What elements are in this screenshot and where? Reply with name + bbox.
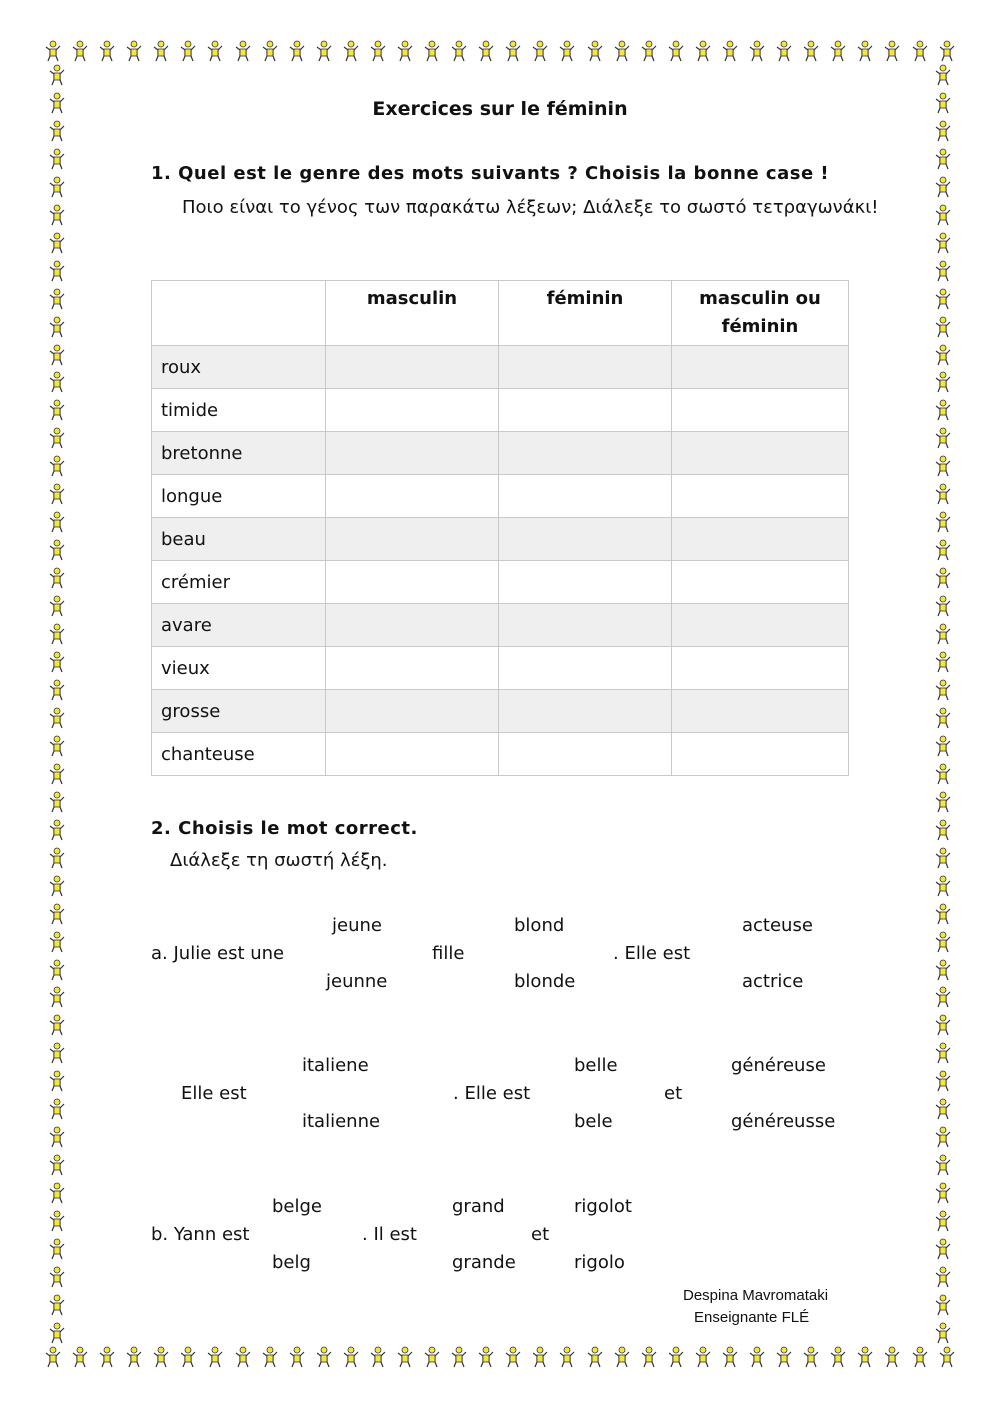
cartoon-figure-icon bbox=[934, 1322, 952, 1344]
cartoon-figure-icon bbox=[667, 40, 685, 62]
cartoon-figure-icon bbox=[934, 903, 952, 925]
exercise2-heading: 2. Choisis le mot correct. bbox=[151, 818, 418, 839]
cartoon-figure-icon bbox=[342, 1346, 360, 1368]
table-row bbox=[152, 733, 849, 776]
cartoon-figure-icon bbox=[152, 1346, 170, 1368]
checkbox-cell-feminin[interactable] bbox=[499, 389, 672, 432]
cartoon-figure-icon bbox=[934, 232, 952, 254]
cartoon-figure-icon bbox=[829, 40, 847, 62]
sentence-text: b. Yann est bbox=[151, 1224, 250, 1245]
cartoon-figure-icon bbox=[934, 316, 952, 338]
cartoon-figure-icon bbox=[934, 1098, 952, 1120]
table-row bbox=[152, 518, 849, 561]
column-header-feminin: féminin bbox=[499, 281, 672, 346]
choice-option[interactable]: grand bbox=[452, 1196, 505, 1217]
cartoon-figure-icon bbox=[48, 344, 66, 366]
word-cell: timide bbox=[152, 389, 326, 432]
cartoon-figure-icon bbox=[934, 260, 952, 282]
cartoon-figure-icon bbox=[640, 1346, 658, 1368]
choice-option[interactable]: italienne bbox=[302, 1111, 381, 1132]
cartoon-figure-icon bbox=[315, 40, 333, 62]
cartoon-figure-icon bbox=[531, 40, 549, 62]
sentence-text: fille bbox=[432, 943, 465, 964]
word-cell: beau bbox=[152, 518, 326, 561]
cartoon-figure-icon bbox=[504, 1346, 522, 1368]
exercise1-heading: 1. Quel est le genre des mots suivants ? Choisis la bonne case ! bbox=[151, 163, 830, 184]
choice-option[interactable]: blonde bbox=[514, 971, 576, 992]
cartoon-figure-icon bbox=[934, 427, 952, 449]
cartoon-figure-icon bbox=[48, 986, 66, 1008]
cartoon-figure-icon bbox=[934, 986, 952, 1008]
cartoon-figure-icon bbox=[934, 707, 952, 729]
cartoon-figure-icon bbox=[450, 1346, 468, 1368]
checkbox-cell-both[interactable] bbox=[672, 475, 849, 518]
cartoon-figure-icon bbox=[98, 40, 116, 62]
cartoon-figure-icon bbox=[206, 40, 224, 62]
cartoon-figure-icon bbox=[48, 679, 66, 701]
cartoon-figure-icon bbox=[179, 40, 197, 62]
cartoon-figure-icon bbox=[934, 539, 952, 561]
cartoon-figure-icon bbox=[934, 847, 952, 869]
cartoon-figure-icon bbox=[48, 511, 66, 533]
cartoon-figure-icon bbox=[48, 791, 66, 813]
cartoon-figure-icon bbox=[48, 1238, 66, 1260]
cartoon-figure-icon bbox=[48, 483, 66, 505]
sentence-text: Elle est bbox=[181, 1083, 247, 1104]
checkbox-cell-masculin[interactable] bbox=[326, 346, 499, 389]
cartoon-figure-icon bbox=[98, 1346, 116, 1368]
sentence-text: . Il est bbox=[362, 1224, 417, 1245]
sentence-text: . Elle est bbox=[613, 943, 691, 964]
cartoon-figure-icon bbox=[934, 399, 952, 421]
cartoon-figure-icon bbox=[934, 791, 952, 813]
column-header-masculin: masculin bbox=[326, 281, 499, 346]
border-left bbox=[44, 64, 70, 1344]
cartoon-figure-icon bbox=[48, 1294, 66, 1316]
cartoon-figure-icon bbox=[48, 1266, 66, 1288]
cartoon-figure-icon bbox=[152, 40, 170, 62]
choice-option[interactable]: jeunne bbox=[326, 971, 388, 992]
cartoon-figure-icon bbox=[48, 847, 66, 869]
word-cell: chanteuse bbox=[152, 733, 326, 776]
cartoon-figure-icon bbox=[531, 1346, 549, 1368]
checkbox-cell-feminin[interactable] bbox=[499, 432, 672, 475]
cartoon-figure-icon bbox=[504, 40, 522, 62]
cartoon-figure-icon bbox=[48, 595, 66, 617]
word-cell: grosse bbox=[152, 690, 326, 733]
cartoon-figure-icon bbox=[125, 1346, 143, 1368]
cartoon-figure-icon bbox=[396, 40, 414, 62]
cartoon-figure-icon bbox=[721, 1346, 739, 1368]
cartoon-figure-icon bbox=[934, 1070, 952, 1092]
border-right bbox=[930, 64, 956, 1344]
cartoon-figure-icon bbox=[44, 40, 62, 62]
cartoon-figure-icon bbox=[48, 1126, 66, 1148]
column-header-word bbox=[152, 281, 326, 346]
cartoon-figure-icon bbox=[261, 40, 279, 62]
choice-option[interactable]: acteuse bbox=[742, 915, 813, 936]
word-cell: roux bbox=[152, 346, 326, 389]
cartoon-figure-icon bbox=[48, 623, 66, 645]
cartoon-figure-icon bbox=[234, 40, 252, 62]
table-row bbox=[152, 647, 849, 690]
cartoon-figure-icon bbox=[48, 204, 66, 226]
cartoon-figure-icon bbox=[934, 64, 952, 86]
word-cell: avare bbox=[152, 604, 326, 647]
cartoon-figure-icon bbox=[315, 1346, 333, 1368]
cartoon-figure-icon bbox=[934, 679, 952, 701]
cartoon-figure-icon bbox=[934, 1042, 952, 1064]
cartoon-figure-icon bbox=[71, 1346, 89, 1368]
cartoon-figure-icon bbox=[477, 1346, 495, 1368]
border-top bbox=[44, 38, 956, 64]
cartoon-figure-icon bbox=[125, 40, 143, 62]
table-header-row bbox=[152, 281, 849, 346]
checkbox-cell-masculin[interactable] bbox=[326, 561, 499, 604]
cartoon-figure-icon bbox=[48, 1070, 66, 1092]
cartoon-figure-icon bbox=[856, 1346, 874, 1368]
cartoon-figure-icon bbox=[934, 1210, 952, 1232]
cartoon-figure-icon bbox=[48, 651, 66, 673]
checkbox-cell-both[interactable] bbox=[672, 604, 849, 647]
cartoon-figure-icon bbox=[694, 40, 712, 62]
checkbox-cell-feminin[interactable] bbox=[499, 518, 672, 561]
cartoon-figure-icon bbox=[934, 288, 952, 310]
checkbox-cell-feminin[interactable] bbox=[499, 604, 672, 647]
cartoon-figure-icon bbox=[48, 148, 66, 170]
cartoon-figure-icon bbox=[883, 40, 901, 62]
cartoon-figure-icon bbox=[423, 1346, 441, 1368]
cartoon-figure-icon bbox=[396, 1346, 414, 1368]
checkbox-cell-feminin[interactable] bbox=[499, 475, 672, 518]
signature-name: Despina Mavromataki bbox=[683, 1287, 829, 1304]
choice-option[interactable]: généreuse bbox=[731, 1055, 826, 1076]
word-cell: vieux bbox=[152, 647, 326, 690]
cartoon-figure-icon bbox=[934, 344, 952, 366]
choice-option[interactable]: belle bbox=[574, 1055, 618, 1076]
cartoon-figure-icon bbox=[48, 64, 66, 86]
cartoon-figure-icon bbox=[934, 511, 952, 533]
sentence-text: . Elle est bbox=[453, 1083, 531, 1104]
cartoon-figure-icon bbox=[71, 40, 89, 62]
cartoon-figure-icon bbox=[48, 288, 66, 310]
checkbox-cell-masculin[interactable] bbox=[326, 389, 499, 432]
cartoon-figure-icon bbox=[911, 1346, 929, 1368]
cartoon-figure-icon bbox=[856, 40, 874, 62]
cartoon-figure-icon bbox=[721, 40, 739, 62]
cartoon-figure-icon bbox=[934, 1182, 952, 1204]
cartoon-figure-icon bbox=[775, 1346, 793, 1368]
checkbox-cell-feminin[interactable] bbox=[499, 346, 672, 389]
cartoon-figure-icon bbox=[48, 232, 66, 254]
exercise2-greek-instruction: Διάλεξε τη σωστή λέξη. bbox=[170, 850, 388, 871]
cartoon-figure-icon bbox=[694, 1346, 712, 1368]
cartoon-figure-icon bbox=[613, 40, 631, 62]
word-cell: longue bbox=[152, 475, 326, 518]
cartoon-figure-icon bbox=[48, 260, 66, 282]
checkbox-cell-feminin[interactable] bbox=[499, 733, 672, 776]
cartoon-figure-icon bbox=[48, 427, 66, 449]
cartoon-figure-icon bbox=[934, 1294, 952, 1316]
cartoon-figure-icon bbox=[288, 40, 306, 62]
cartoon-figure-icon bbox=[934, 595, 952, 617]
cartoon-figure-icon bbox=[934, 204, 952, 226]
sentence-text: a. Julie est une bbox=[151, 943, 285, 964]
cartoon-figure-icon bbox=[179, 1346, 197, 1368]
cartoon-figure-icon bbox=[48, 959, 66, 981]
cartoon-figure-icon bbox=[558, 40, 576, 62]
checkbox-cell-feminin[interactable] bbox=[499, 561, 672, 604]
choice-option[interactable]: rigolot bbox=[574, 1196, 632, 1217]
cartoon-figure-icon bbox=[558, 1346, 576, 1368]
cartoon-figure-icon bbox=[234, 1346, 252, 1368]
sentence-text: et bbox=[664, 1083, 683, 1104]
checkbox-cell-masculin[interactable] bbox=[326, 733, 499, 776]
cartoon-figure-icon bbox=[934, 1126, 952, 1148]
cartoon-figure-icon bbox=[48, 875, 66, 897]
checkbox-cell-feminin[interactable] bbox=[499, 647, 672, 690]
choice-option[interactable]: jeune bbox=[332, 915, 382, 936]
cartoon-figure-icon bbox=[667, 1346, 685, 1368]
cartoon-figure-icon bbox=[934, 1154, 952, 1176]
cartoon-figure-icon bbox=[934, 120, 952, 142]
checkbox-cell-masculin[interactable] bbox=[326, 518, 499, 561]
choice-option[interactable]: belge bbox=[272, 1196, 323, 1217]
choice-option[interactable]: bele bbox=[574, 1111, 613, 1132]
choice-option[interactable]: blond bbox=[514, 915, 565, 936]
checkbox-cell-both[interactable] bbox=[672, 647, 849, 690]
cartoon-figure-icon bbox=[48, 371, 66, 393]
choice-option[interactable]: italiene bbox=[302, 1055, 369, 1076]
cartoon-figure-icon bbox=[829, 1346, 847, 1368]
cartoon-figure-icon bbox=[640, 40, 658, 62]
cartoon-figure-icon bbox=[477, 40, 495, 62]
table-row bbox=[152, 475, 849, 518]
cartoon-figure-icon bbox=[48, 819, 66, 841]
cartoon-figure-icon bbox=[938, 40, 956, 62]
table-row bbox=[152, 346, 849, 389]
cartoon-figure-icon bbox=[450, 40, 468, 62]
cartoon-figure-icon bbox=[934, 735, 952, 757]
checkbox-cell-masculin[interactable] bbox=[326, 647, 499, 690]
table-row bbox=[152, 561, 849, 604]
cartoon-figure-icon bbox=[48, 1182, 66, 1204]
checkbox-cell-masculin[interactable] bbox=[326, 475, 499, 518]
cartoon-figure-icon bbox=[934, 875, 952, 897]
border-bottom bbox=[44, 1344, 956, 1370]
cartoon-figure-icon bbox=[748, 1346, 766, 1368]
cartoon-figure-icon bbox=[802, 40, 820, 62]
checkbox-cell-masculin[interactable] bbox=[326, 604, 499, 647]
cartoon-figure-icon bbox=[934, 176, 952, 198]
cartoon-figure-icon bbox=[369, 1346, 387, 1368]
cartoon-figure-icon bbox=[48, 316, 66, 338]
cartoon-figure-icon bbox=[48, 539, 66, 561]
choice-option[interactable]: actrice bbox=[742, 971, 804, 992]
checkbox-cell-both[interactable] bbox=[672, 518, 849, 561]
exercise1-greek-instruction: Ποιο είναι το γένος των παρακάτω λέξεων; Διάλεξε το σωστό τετραγωνάκι! bbox=[182, 197, 879, 218]
word-cell: bretonne bbox=[152, 432, 326, 475]
cartoon-figure-icon bbox=[48, 1154, 66, 1176]
cartoon-figure-icon bbox=[48, 455, 66, 477]
cartoon-figure-icon bbox=[206, 1346, 224, 1368]
checkbox-cell-both[interactable] bbox=[672, 690, 849, 733]
cartoon-figure-icon bbox=[48, 176, 66, 198]
sentence-text: et bbox=[531, 1224, 550, 1245]
cartoon-figure-icon bbox=[48, 1014, 66, 1036]
choice-option[interactable]: grande bbox=[452, 1252, 516, 1273]
cartoon-figure-icon bbox=[934, 1238, 952, 1260]
cartoon-figure-icon bbox=[934, 1266, 952, 1288]
checkbox-cell-masculin[interactable] bbox=[326, 432, 499, 475]
signature-role: Enseignante FLÉ bbox=[694, 1309, 810, 1326]
table-row bbox=[152, 432, 849, 475]
table-row bbox=[152, 604, 849, 647]
page-title: Exercices sur le féminin bbox=[372, 98, 628, 120]
cartoon-figure-icon bbox=[261, 1346, 279, 1368]
cartoon-figure-icon bbox=[48, 931, 66, 953]
cartoon-figure-icon bbox=[288, 1346, 306, 1368]
cartoon-figure-icon bbox=[934, 1014, 952, 1036]
choice-option[interactable]: généreusse bbox=[731, 1111, 836, 1132]
cartoon-figure-icon bbox=[586, 40, 604, 62]
cartoon-figure-icon bbox=[911, 40, 929, 62]
cartoon-figure-icon bbox=[48, 567, 66, 589]
table-row bbox=[152, 389, 849, 432]
cartoon-figure-icon bbox=[934, 455, 952, 477]
checkbox-cell-feminin[interactable] bbox=[499, 690, 672, 733]
cartoon-figure-icon bbox=[48, 763, 66, 785]
cartoon-figure-icon bbox=[423, 40, 441, 62]
cartoon-figure-icon bbox=[48, 399, 66, 421]
cartoon-figure-icon bbox=[48, 1042, 66, 1064]
choice-option[interactable]: rigolo bbox=[574, 1252, 625, 1273]
cartoon-figure-icon bbox=[48, 707, 66, 729]
cartoon-figure-icon bbox=[342, 40, 360, 62]
choice-option[interactable]: belg bbox=[272, 1252, 311, 1273]
cartoon-figure-icon bbox=[48, 735, 66, 757]
cartoon-figure-icon bbox=[48, 1098, 66, 1120]
cartoon-figure-icon bbox=[48, 1322, 66, 1344]
cartoon-figure-icon bbox=[934, 567, 952, 589]
cartoon-figure-icon bbox=[934, 623, 952, 645]
checkbox-cell-both[interactable] bbox=[672, 346, 849, 389]
table-row bbox=[152, 690, 849, 733]
cartoon-figure-icon bbox=[934, 148, 952, 170]
cartoon-figure-icon bbox=[775, 40, 793, 62]
cartoon-figure-icon bbox=[934, 931, 952, 953]
cartoon-figure-icon bbox=[48, 1210, 66, 1232]
checkbox-cell-masculin[interactable] bbox=[326, 690, 499, 733]
cartoon-figure-icon bbox=[934, 651, 952, 673]
cartoon-figure-icon bbox=[748, 40, 766, 62]
gender-table bbox=[151, 280, 849, 776]
word-cell: crémier bbox=[152, 561, 326, 604]
cartoon-figure-icon bbox=[934, 959, 952, 981]
cartoon-figure-icon bbox=[934, 371, 952, 393]
cartoon-figure-icon bbox=[934, 819, 952, 841]
checkbox-cell-both[interactable] bbox=[672, 733, 849, 776]
cartoon-figure-icon bbox=[44, 1346, 62, 1368]
cartoon-figure-icon bbox=[802, 1346, 820, 1368]
checkbox-cell-both[interactable] bbox=[672, 561, 849, 604]
cartoon-figure-icon bbox=[934, 763, 952, 785]
checkbox-cell-both[interactable] bbox=[672, 389, 849, 432]
column-header-both: masculin ou féminin bbox=[672, 281, 849, 346]
checkbox-cell-both[interactable] bbox=[672, 432, 849, 475]
cartoon-figure-icon bbox=[934, 483, 952, 505]
cartoon-figure-icon bbox=[883, 1346, 901, 1368]
cartoon-figure-icon bbox=[938, 1346, 956, 1368]
cartoon-figure-icon bbox=[48, 120, 66, 142]
cartoon-figure-icon bbox=[613, 1346, 631, 1368]
cartoon-figure-icon bbox=[48, 903, 66, 925]
cartoon-figure-icon bbox=[586, 1346, 604, 1368]
cartoon-figure-icon bbox=[369, 40, 387, 62]
